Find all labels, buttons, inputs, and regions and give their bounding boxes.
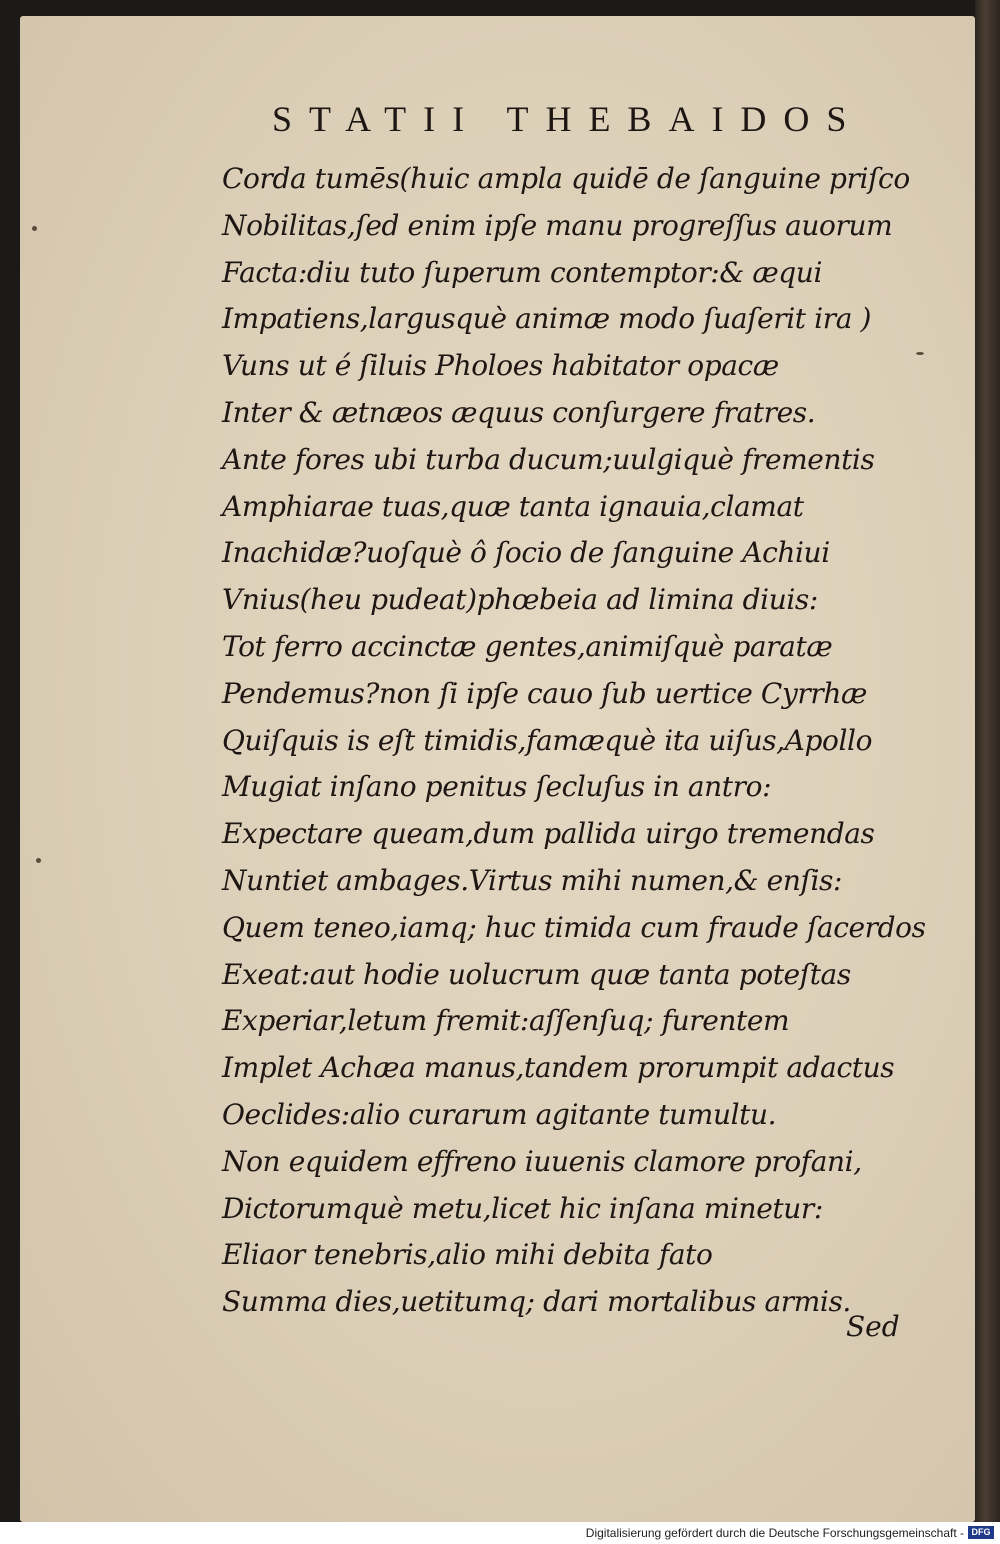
ink-speck bbox=[916, 352, 924, 355]
dfg-logo[interactable]: DFG bbox=[968, 1526, 994, 1539]
ink-speck bbox=[32, 226, 37, 231]
adjacent-page-edge bbox=[975, 0, 1000, 1522]
verse-line: Vuns ut é ſiluis Pholoes habitator opacæ bbox=[222, 349, 779, 383]
verse-line: Summa dies,uetitumq; dari mortalibus armis. bbox=[222, 1285, 851, 1319]
running-head: STATII THEBAIDOS bbox=[272, 99, 864, 139]
verse-line: Eliaor tenebris,alio mihi debita fato bbox=[222, 1238, 713, 1272]
verse-line: Tot ferro accinctæ gentes,animiſquè paratæ bbox=[222, 629, 833, 663]
verse-line: Facta:diu tuto ſuperum contemptor:& æqui bbox=[222, 255, 823, 289]
verse-line: Experiar,letum fremit:aſſenſuq; furentem bbox=[222, 1004, 790, 1038]
verse-line: Pendemus?non ſi ipſe cauo ſub uertice Cyrrhæ bbox=[222, 676, 867, 710]
verse-line: Oeclides:alio curarum agitante tumultu. bbox=[222, 1097, 777, 1131]
verse-line: Dictorumquè metu,licet hic inſana minetur: bbox=[222, 1191, 823, 1225]
verse-line: Vnius(heu pudeat)phœbeia ad limina diuis: bbox=[222, 583, 818, 617]
verse-line: Inachidæ?uoſquè ô ſocio de ſanguine Achiui bbox=[222, 536, 830, 570]
footer-credit: Digitalisierung gefördert durch die Deutsche Forschungsgemeinschaft - bbox=[585, 1526, 964, 1540]
verse-line: Amphiarae tuas,quæ tanta ignauia,clamat bbox=[222, 489, 804, 523]
verse-line: Mugiat inſano penitus ſecluſus in antro: bbox=[222, 770, 772, 804]
verse-line: Non equidem effreno iuuenis clamore profani, bbox=[222, 1144, 862, 1178]
verse-line: Expectare queam,dum pallida uirgo tremendas bbox=[222, 817, 875, 851]
verse-line: Implet Achæa manus,tandem prorumpit adactus bbox=[222, 1051, 895, 1085]
verse-block bbox=[222, 156, 926, 1326]
verse-line: Ante fores ubi turba ducum;uulgiquè frementis bbox=[222, 442, 875, 476]
verse-line: Exeat:aut hodie uolucrum quæ tanta poteſtas bbox=[222, 957, 851, 991]
verse-line: Nuntiet ambages.Virtus mihi numen,& enſis: bbox=[222, 863, 843, 897]
verse-line: Inter & ætnæos æquus conſurgere fratres. bbox=[222, 395, 816, 429]
digitization-footer bbox=[0, 1522, 1000, 1544]
ink-speck bbox=[36, 858, 41, 863]
verse-line: Corda tumēs(huic ampla quidē de ſanguine priſco bbox=[222, 162, 910, 195]
verse-line: Quiſquis is eſt timidis,famæquè ita uiſus,Apollo bbox=[222, 723, 873, 757]
verse-line: Quem teneo,iamq; huc timida cum fraude ſacerdos bbox=[222, 910, 926, 944]
verse-line: Impatiens,largusquè animæ modo ſuaſerit ira ) bbox=[222, 302, 872, 336]
catchword: Sed bbox=[846, 1310, 900, 1343]
verse-line: Nobilitas,ſed enim ipſe manu progreſſus auorum bbox=[222, 208, 893, 242]
